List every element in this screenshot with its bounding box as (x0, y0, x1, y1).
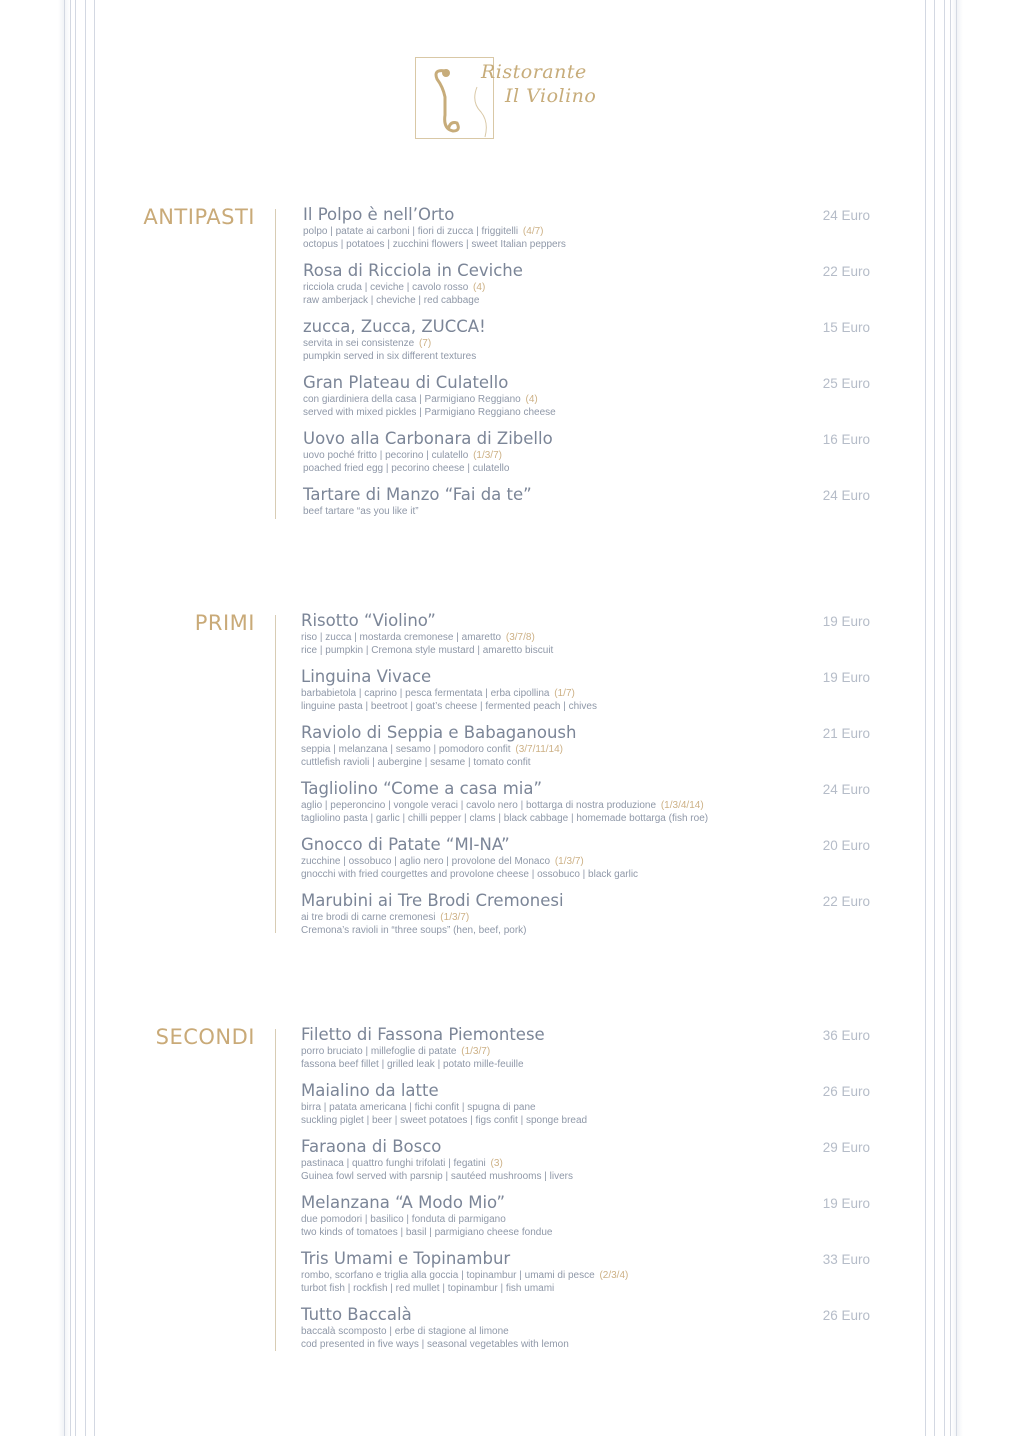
item-name: Tartare di Manzo “Fai da te” (303, 485, 532, 504)
item-name: Gnocco di Patate “MI-NA” (301, 835, 510, 854)
item-description-text: con giardiniera della casa | Parmigiano Reggiano (303, 394, 521, 405)
item-description-it (301, 743, 870, 756)
menu-item (301, 1081, 870, 1127)
allergen-codes: (3) (490, 1158, 503, 1169)
item-name: zucca, Zucca, ZUCCA! (303, 317, 486, 336)
item-price: 16 Euro (822, 432, 870, 447)
menu-item (301, 611, 870, 657)
allergen-codes: (2/3/4) (599, 1270, 629, 1281)
menu-item (301, 891, 870, 937)
allergen-codes: (3/7/8) (505, 632, 535, 643)
logo-text-ristorante: Ristorante (481, 61, 587, 83)
item-price: 19 Euro (822, 1196, 870, 1211)
item-price: 25 Euro (822, 376, 870, 391)
item-description-text: ai tre brodi di carne cremonesi (301, 912, 436, 923)
item-price: 19 Euro (822, 670, 870, 685)
section-title: ANTIPASTI (143, 205, 255, 229)
allergen-codes: (1/3/7) (554, 856, 584, 867)
item-description-it (303, 449, 870, 462)
item-description-text: baccalà scomposto | erbe di stagione al limone (301, 1326, 509, 1337)
item-description-it (303, 225, 870, 238)
item-price: 24 Euro (822, 208, 870, 223)
item-description-text: pastinaca | quattro funghi trifolati | fegatini (301, 1158, 486, 1169)
item-description-it (301, 1269, 870, 1282)
menu-item (303, 429, 870, 475)
item-description-it (301, 1045, 870, 1058)
item-description-it (301, 855, 870, 868)
item-description-it (303, 337, 870, 350)
item-price: 26 Euro (822, 1084, 870, 1099)
item-description-it (301, 1101, 870, 1114)
menu-item (301, 1249, 870, 1295)
allergen-codes: (4/7) (522, 226, 544, 237)
restaurant-logo (415, 57, 615, 142)
item-name: Gran Plateau di Culatello (303, 373, 509, 392)
item-description-en: turbot fish | rockfish | red mullet | topinambur | fish umami (301, 1283, 555, 1294)
item-price: 20 Euro (822, 838, 870, 853)
item-price: 33 Euro (822, 1252, 870, 1267)
item-description-text: aglio | peperoncino | vongole veraci | cavolo nero | bottarga di nostra produzione (301, 800, 657, 811)
item-price: 36 Euro (822, 1028, 870, 1043)
item-description-text: rombo, scorfano e triglia alla goccia | topinambur | umami di pesce (301, 1270, 595, 1281)
item-price: 22 Euro (822, 264, 870, 279)
item-description-it (301, 1157, 870, 1170)
item-name: Maialino da latte (301, 1081, 439, 1100)
menu-item (301, 835, 870, 881)
item-description-text: uovo poché fritto | pecorino | culatello (303, 450, 469, 461)
allergen-codes: (1/3/4/14) (660, 800, 704, 811)
allergen-codes: (7) (418, 338, 432, 349)
item-price: 29 Euro (822, 1140, 870, 1155)
item-description-en: linguine pasta | beetroot | goat’s cheese | fermented peach | chives (301, 701, 597, 712)
item-description-it (301, 1325, 870, 1338)
item-description-it (301, 1213, 870, 1226)
logo-text-il-violino: Il Violino (505, 85, 597, 107)
item-description-en: tagliolino pasta | garlic | chilli pepper | clams | black cabbage | homemade bottarga (fish roe) (301, 813, 709, 824)
item-description-it (301, 631, 870, 644)
menu-item (301, 1193, 870, 1239)
item-description-text: birra | patata americana | fichi confit | spugna di pane (301, 1102, 536, 1113)
allergen-codes: (1/3/7) (473, 450, 502, 461)
item-description-it (303, 505, 870, 518)
item-name: Melanzana “A Modo Mio” (301, 1193, 506, 1212)
menu-item (303, 373, 870, 419)
item-price: 22 Euro (822, 894, 870, 909)
item-price: 24 Euro (822, 782, 870, 797)
menu-item (301, 723, 870, 769)
menu-item (301, 1137, 870, 1183)
item-description-text: beef tartare “as you like it” (303, 506, 419, 517)
section-title: PRIMI (194, 611, 255, 635)
item-name: Marubini ai Tre Brodi Cremonesi (301, 891, 564, 910)
item-name: Risotto “Violino” (301, 611, 436, 630)
item-description-text: barbabietola | caprino | pesca fermentata | erba cipollina (301, 688, 550, 699)
item-description-text: ricciola cruda | ceviche | cavolo rosso (303, 282, 469, 293)
item-description-it (301, 687, 870, 700)
menu-item (303, 261, 870, 307)
allergen-codes: (4) (525, 394, 538, 405)
item-description-en: two kinds of tomatoes | basil | parmigiano cheese fondue (301, 1227, 553, 1238)
allergen-codes: (3/7/11/14) (515, 744, 563, 755)
item-description-it (301, 911, 870, 924)
item-description-text: seppia | melanzana | sesamo | pomodoro confit (301, 744, 511, 755)
item-description-it (301, 799, 870, 812)
menu-item (303, 485, 870, 518)
item-name: Raviolo di Seppia e Babaganoush (301, 723, 577, 742)
menu-item (301, 1305, 870, 1351)
item-description-text: servita in sei consistenze (303, 338, 415, 349)
item-description-it (303, 281, 870, 294)
item-description-it (303, 393, 870, 406)
item-price: 15 Euro (822, 320, 870, 335)
section-title: SECONDI (155, 1025, 255, 1049)
section-divider (275, 615, 276, 933)
item-name: Rosa di Ricciola in Ceviche (303, 261, 523, 280)
item-description-en: gnocchi with fried courgettes and provolone cheese | ossobuco | black garlic (301, 869, 639, 880)
item-price: 24 Euro (822, 488, 870, 503)
menu-item (301, 1025, 870, 1071)
item-description-en: cod presented in five ways | seasonal vegetables with lemon (301, 1339, 569, 1350)
allergen-codes: (1/7) (554, 688, 575, 699)
allergen-codes: (4) (473, 282, 486, 293)
item-name: Filetto di Fassona Piemontese (301, 1025, 545, 1044)
item-name: Uovo alla Carbonara di Zibello (303, 429, 553, 448)
item-description-text: due pomodori | basilico | fonduta di parmigano (301, 1214, 506, 1225)
item-description-en: suckling piglet | beer | sweet potatoes | figs confit | sponge bread (301, 1115, 588, 1126)
item-description-text: porro bruciato | millefoglie di patate (301, 1046, 457, 1057)
item-description-en: pumpkin served in six different textures (303, 351, 477, 362)
menu-item (303, 205, 870, 251)
item-description-en: served with mixed pickles | Parmigiano Reggiano cheese (303, 407, 556, 418)
item-description-en: raw amberjack | cheviche | red cabbage (303, 295, 480, 306)
allergen-codes: (1/3/7) (440, 912, 470, 923)
item-description-en: fassona beef fillet | grilled leak | potato mille-feuille (301, 1059, 524, 1070)
item-description-text: polpo | patate ai carboni | fiori di zucca | friggitelli (303, 226, 519, 237)
section-divider (275, 1029, 276, 1351)
menu-item (301, 667, 870, 713)
item-description-en: Cremona’s ravioli in “three soups” (hen, beef, pork) (301, 925, 527, 936)
item-price: 21 Euro (822, 726, 870, 741)
item-description-en: rice | pumpkin | Cremona style mustard | amaretto biscuit (301, 645, 554, 656)
item-price: 26 Euro (822, 1308, 870, 1323)
item-name: Il Polpo è nell’Orto (303, 205, 455, 224)
menu-item (301, 779, 870, 825)
item-price: 19 Euro (822, 614, 870, 629)
item-description-en: Guinea fowl served with parsnip | sautéed mushrooms | livers (301, 1171, 573, 1182)
item-name: Linguina Vivace (301, 667, 432, 686)
menu-item (303, 317, 870, 363)
item-description-text: zucchine | ossobuco | aglio nero | provolone del Monaco (301, 856, 551, 867)
section-divider (275, 209, 276, 519)
item-description-text: riso | zucca | mostarda cremonese | amaretto (301, 632, 502, 643)
item-description-en: octopus | potatoes | zucchini flowers | sweet Italian peppers (303, 239, 566, 250)
item-name: Faraona di Bosco (301, 1137, 442, 1156)
item-name: Tagliolino “Come a casa mia” (301, 779, 543, 798)
item-name: Tutto Baccalà (301, 1305, 412, 1324)
allergen-codes: (1/3/7) (461, 1046, 491, 1057)
item-description-en: poached fried egg | pecorino cheese | culatello (303, 463, 510, 474)
item-description-en: cuttlefish ravioli | aubergine | sesame | tomato confit (301, 757, 531, 768)
item-name: Tris Umami e Topinambur (301, 1249, 511, 1268)
